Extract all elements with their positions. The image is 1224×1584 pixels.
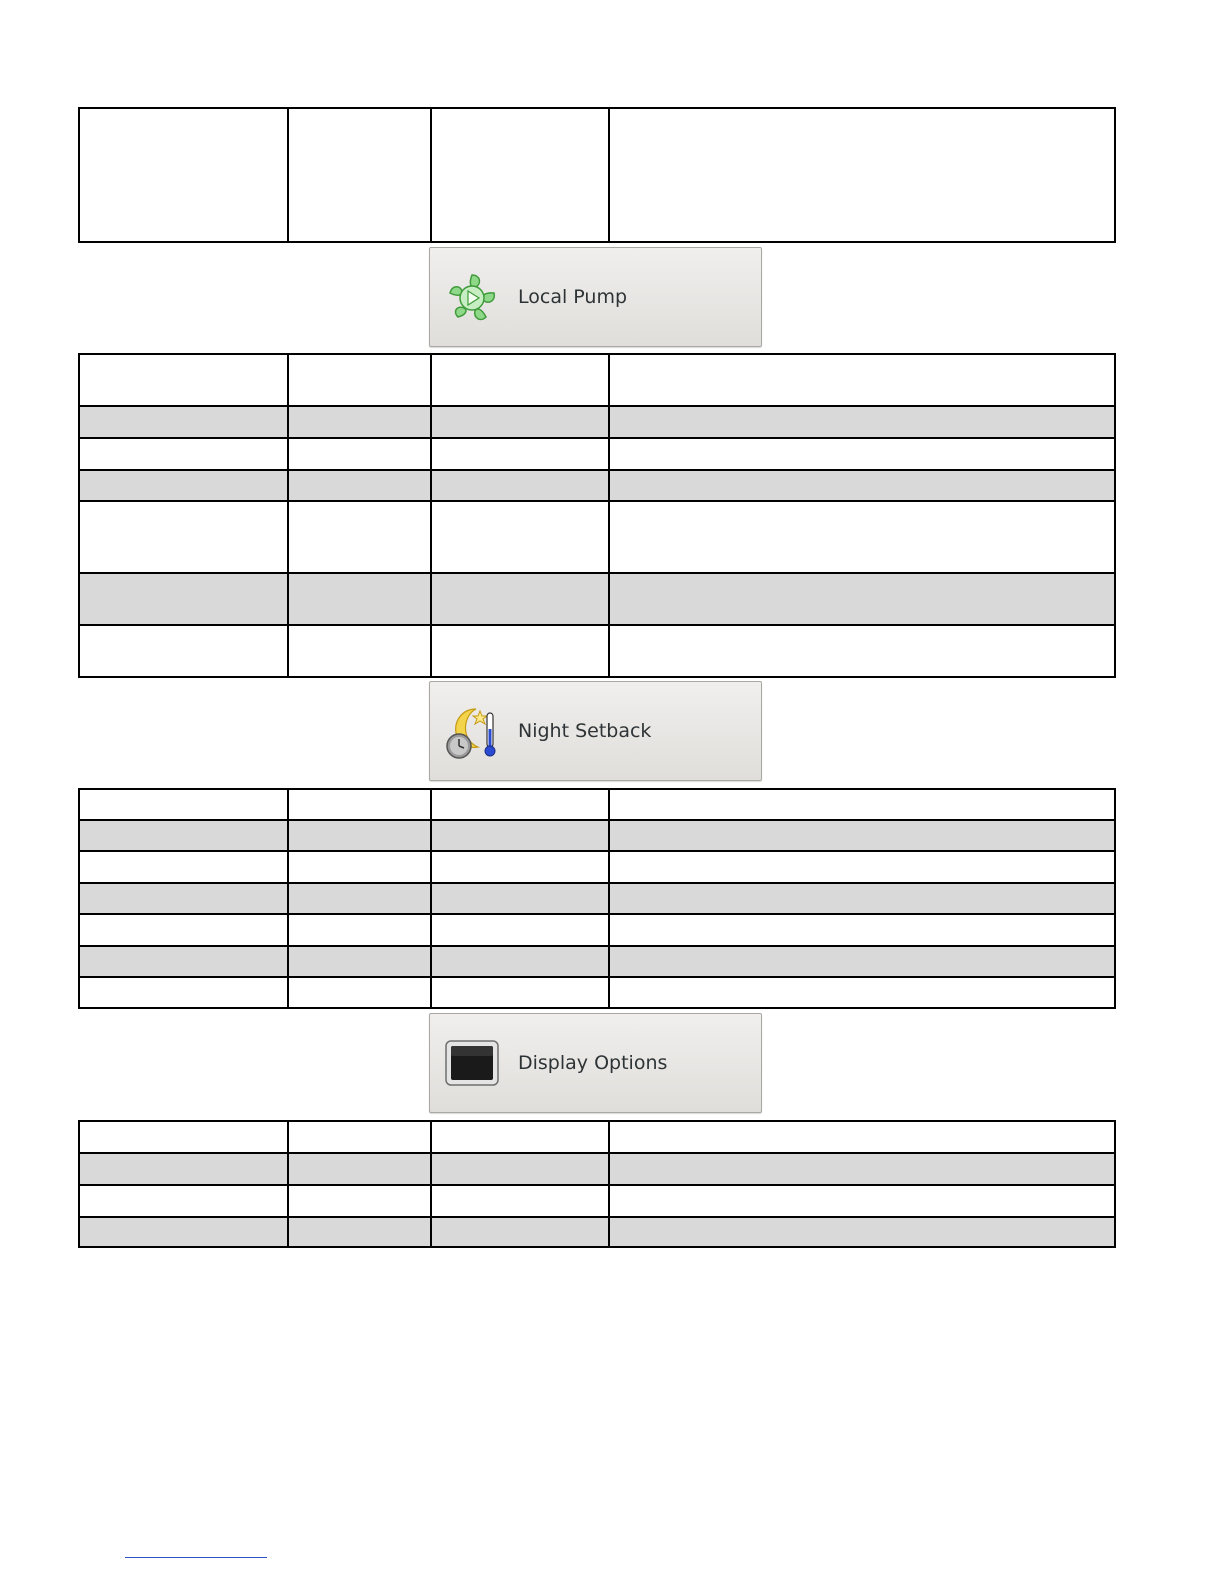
table-cell xyxy=(79,1153,288,1185)
night-setback-icon xyxy=(442,701,502,761)
table-cell xyxy=(288,977,431,1008)
table-cell xyxy=(431,573,609,625)
table-cell xyxy=(431,438,609,470)
table-cell xyxy=(79,501,288,573)
table-cell xyxy=(431,501,609,573)
table-cell xyxy=(288,438,431,470)
table-row xyxy=(79,1153,1115,1185)
table-cell xyxy=(609,914,1115,946)
table-cell xyxy=(288,1217,431,1247)
table-row xyxy=(79,1121,1115,1153)
table-cell xyxy=(431,883,609,914)
table-cell xyxy=(609,1121,1115,1153)
table-cell xyxy=(431,914,609,946)
table-cell xyxy=(79,1217,288,1247)
table-row xyxy=(79,883,1115,914)
table-cell xyxy=(609,1185,1115,1217)
table-cell xyxy=(609,977,1115,1008)
table-cell xyxy=(79,438,288,470)
table-row xyxy=(79,914,1115,946)
table-cell xyxy=(431,820,609,851)
table-cell xyxy=(288,789,431,820)
table-cell xyxy=(79,573,288,625)
display-options-label: Display Options xyxy=(518,1052,668,1074)
table-cell xyxy=(609,573,1115,625)
table-cell xyxy=(609,1217,1115,1247)
table-row xyxy=(79,946,1115,977)
table-cell xyxy=(609,406,1115,438)
table-row xyxy=(79,1185,1115,1217)
table-cell xyxy=(79,789,288,820)
table-cell xyxy=(288,501,431,573)
display-icon xyxy=(442,1033,502,1093)
night-setback-table xyxy=(78,788,1116,1009)
table-cell xyxy=(609,851,1115,883)
table-cell xyxy=(431,789,609,820)
table-row xyxy=(79,789,1115,820)
table-cell xyxy=(79,820,288,851)
table-cell xyxy=(288,625,431,677)
pump-icon xyxy=(442,267,502,327)
table-row xyxy=(79,573,1115,625)
settings-table-top xyxy=(78,107,1116,243)
table-cell xyxy=(431,1185,609,1217)
display-options-table xyxy=(78,1120,1116,1248)
table-cell xyxy=(288,406,431,438)
table-row xyxy=(79,1217,1115,1247)
table-cell xyxy=(609,789,1115,820)
local-pump-button[interactable] xyxy=(429,247,762,347)
table-cell xyxy=(609,470,1115,501)
table-cell xyxy=(431,946,609,977)
table-cell xyxy=(609,438,1115,470)
table-cell xyxy=(79,108,288,242)
local-pump-label: Local Pump xyxy=(518,286,628,308)
table-cell xyxy=(431,470,609,501)
table-cell xyxy=(431,1153,609,1185)
table-cell xyxy=(609,883,1115,914)
table-cell xyxy=(288,820,431,851)
table-cell xyxy=(609,108,1115,242)
table-cell xyxy=(288,883,431,914)
night-setback-button[interactable] xyxy=(429,681,762,781)
table-cell xyxy=(431,851,609,883)
table-row xyxy=(79,501,1115,573)
table-cell xyxy=(609,354,1115,406)
table-row xyxy=(79,851,1115,883)
table-cell xyxy=(288,851,431,883)
table-row xyxy=(79,354,1115,406)
table-row xyxy=(79,108,1115,242)
night-setback-label: Night Setback xyxy=(518,720,652,742)
table-cell xyxy=(79,914,288,946)
table-cell xyxy=(79,883,288,914)
table-cell xyxy=(288,1153,431,1185)
table-cell xyxy=(288,1185,431,1217)
table-row xyxy=(79,625,1115,677)
table-cell xyxy=(431,108,609,242)
table-cell xyxy=(609,625,1115,677)
display-options-button[interactable] xyxy=(429,1013,762,1113)
footer-link[interactable] xyxy=(125,1557,267,1558)
table-cell xyxy=(79,354,288,406)
table-cell xyxy=(431,1217,609,1247)
table-cell xyxy=(609,946,1115,977)
table-cell xyxy=(288,108,431,242)
table-row xyxy=(79,406,1115,438)
table-cell xyxy=(431,1121,609,1153)
table-cell xyxy=(609,501,1115,573)
table-row xyxy=(79,820,1115,851)
table-cell xyxy=(288,914,431,946)
table-cell xyxy=(431,625,609,677)
table-row xyxy=(79,977,1115,1008)
table-cell xyxy=(79,625,288,677)
table-cell xyxy=(288,470,431,501)
table-cell xyxy=(431,977,609,1008)
table-row xyxy=(79,470,1115,501)
table-row xyxy=(79,438,1115,470)
table-cell xyxy=(609,820,1115,851)
table-cell xyxy=(79,470,288,501)
table-cell xyxy=(79,1185,288,1217)
table-cell xyxy=(431,354,609,406)
table-cell xyxy=(79,406,288,438)
table-cell xyxy=(288,573,431,625)
table-cell xyxy=(288,1121,431,1153)
table-cell xyxy=(79,946,288,977)
table-cell xyxy=(79,977,288,1008)
local-pump-table xyxy=(78,353,1116,678)
table-cell xyxy=(288,946,431,977)
table-cell xyxy=(79,1121,288,1153)
table-cell xyxy=(288,354,431,406)
table-cell xyxy=(609,1153,1115,1185)
table-cell xyxy=(79,851,288,883)
table-cell xyxy=(431,406,609,438)
